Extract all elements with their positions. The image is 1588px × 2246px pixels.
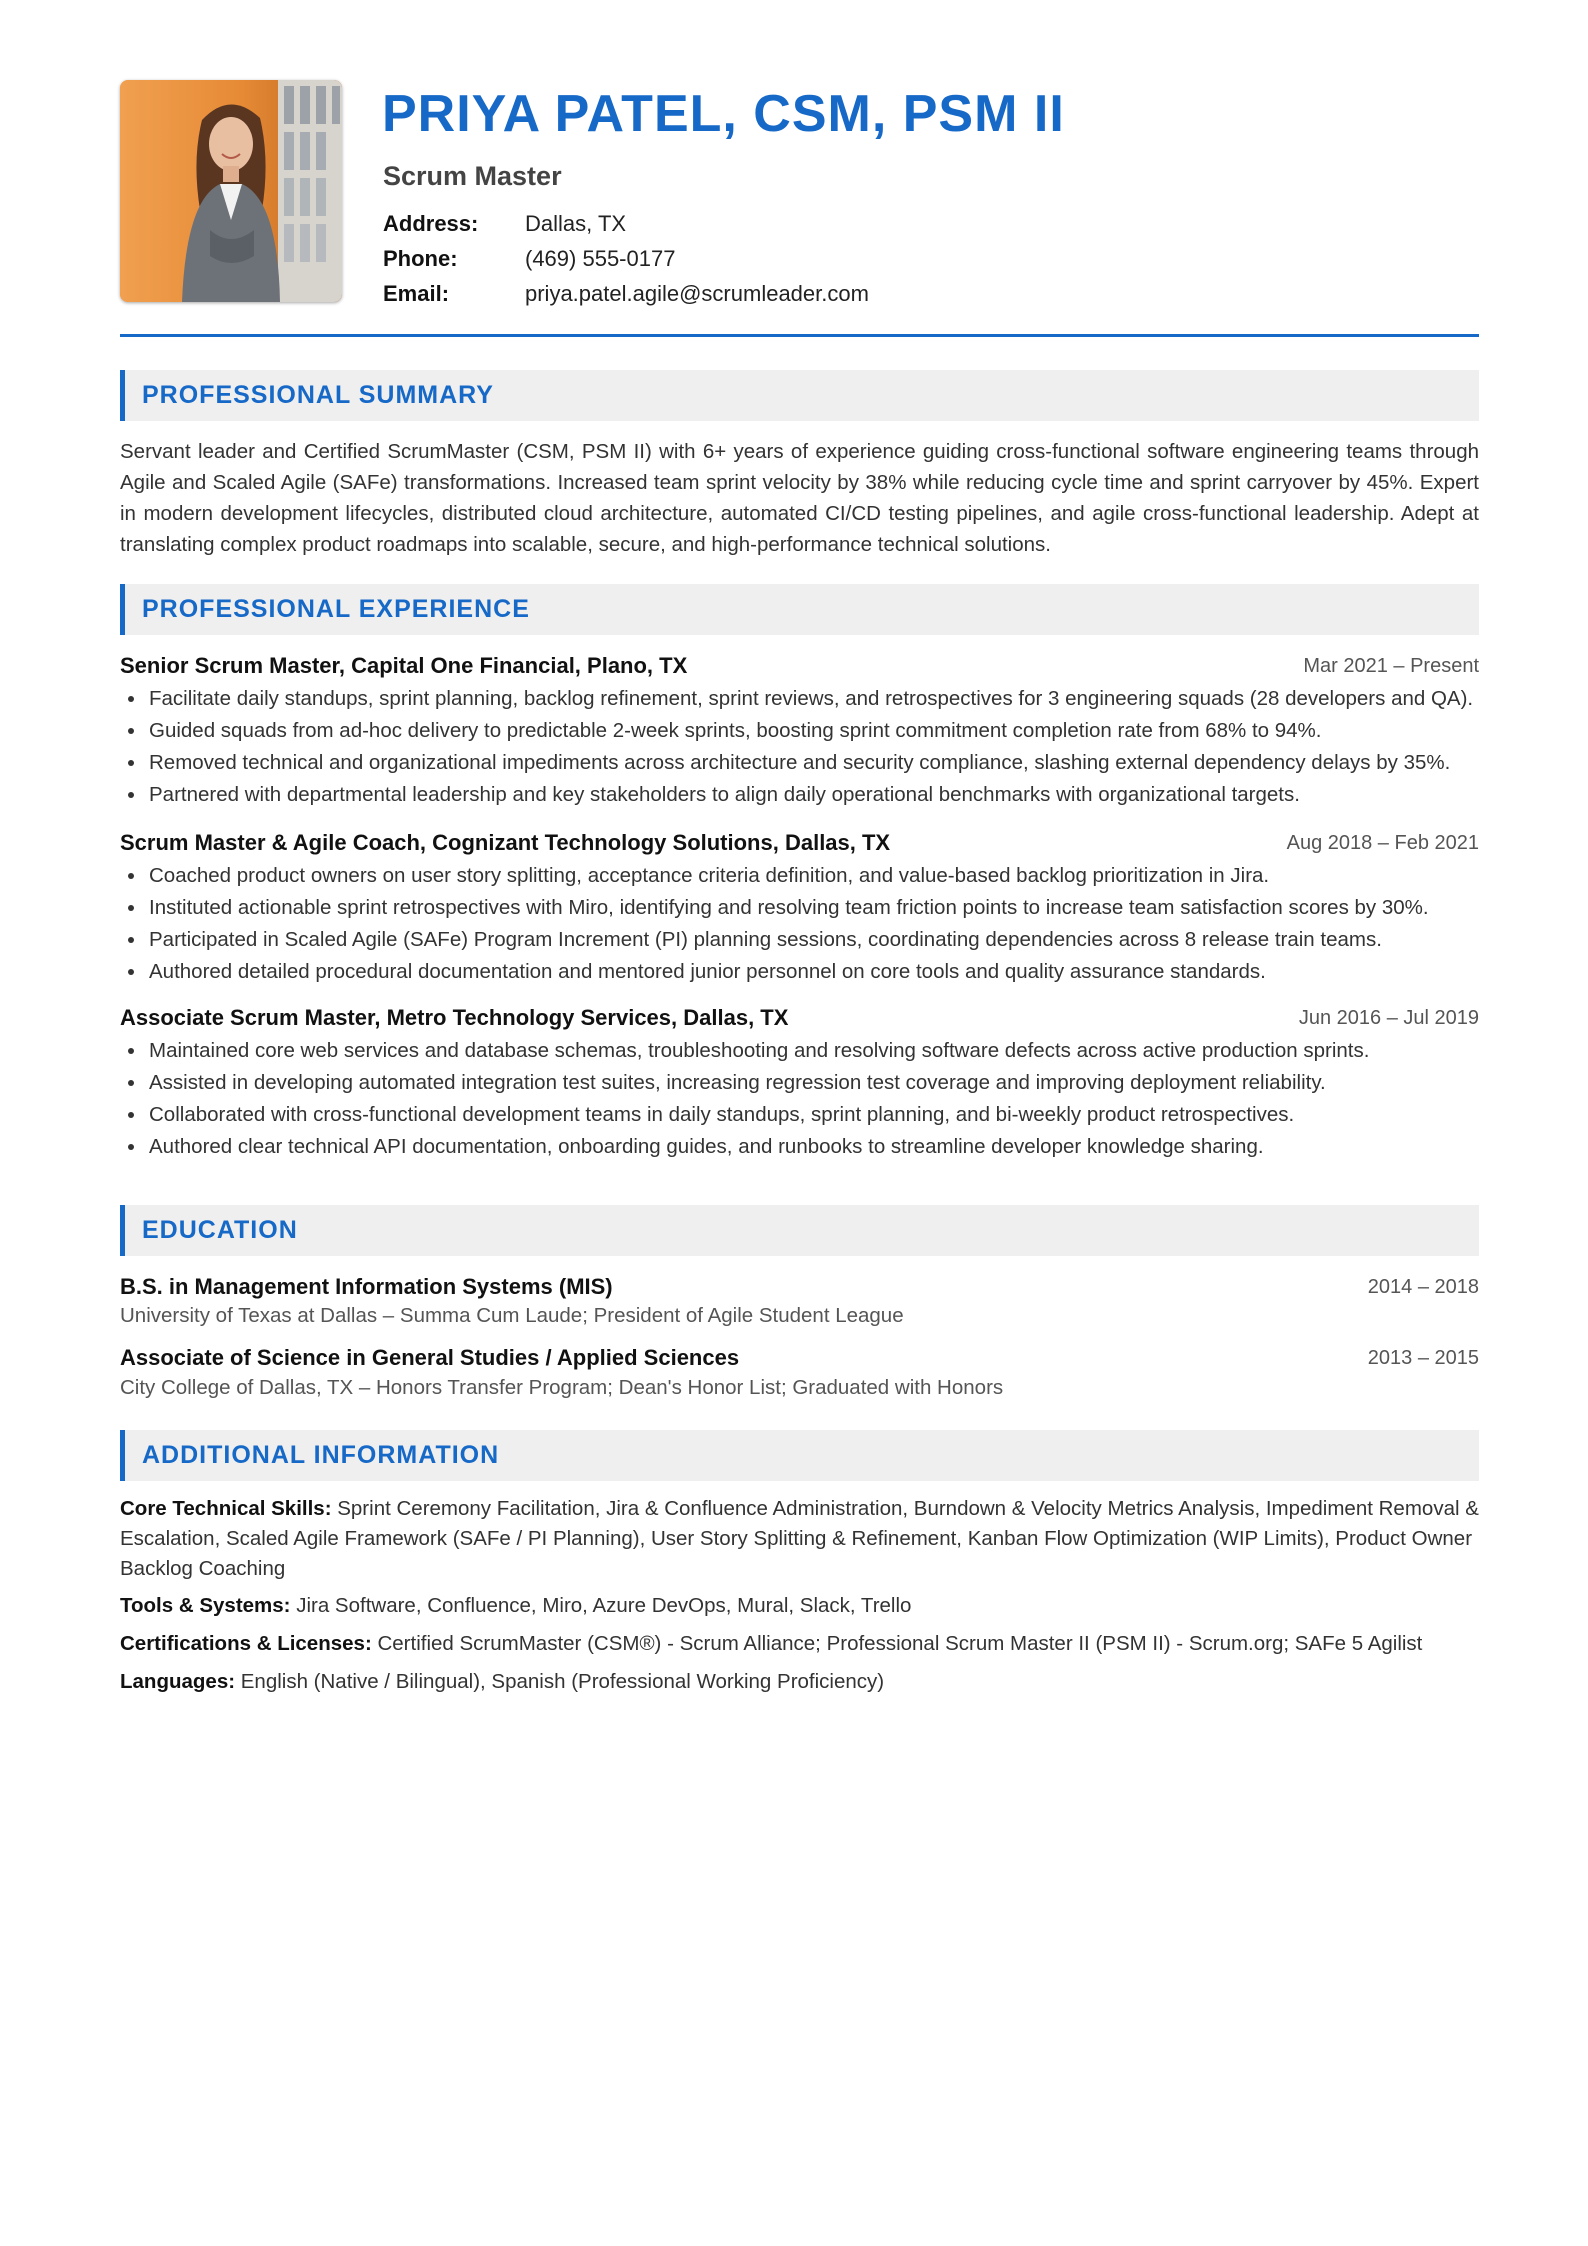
- contact-value: (469) 555-0177: [525, 246, 676, 271]
- section-heading-experience: [120, 584, 1479, 635]
- list-item: Guided squads from ad-hoc delivery to predictable 2-week sprints, boosting sprint commitment completion rate from 68% to 94%.: [120, 715, 1479, 747]
- list-item: Participated in Scaled Agile (SAFe) Program Increment (PI) planning sessions, coordinating dependencies across 8 release train teams.: [120, 924, 1479, 956]
- degree-dates: 2014 – 2018: [1367, 1276, 1479, 1298]
- list-item: Instituted actionable sprint retrospectives with Miro, identifying and resolving team friction points to increase team satisfaction scores by 30%.: [120, 892, 1479, 924]
- section-heading-text: EDUCATION: [142, 1216, 298, 1244]
- info-value: Certified ScrumMaster (CSM®) - Scrum Alliance; Professional Scrum Master II (PSM II) - Scrum.org; SAFe 5 Agilist: [377, 1632, 1423, 1655]
- degree-title: B.S. in Management Information Systems (MIS): [120, 1274, 613, 1299]
- job-dates: Mar 2021 – Present: [1303, 655, 1479, 677]
- degree-detail: City College of Dallas, TX – Honors Transfer Program; Dean's Honor List; Graduated with Honors: [120, 1376, 1004, 1399]
- list-item: Assisted in developing automated integration test suites, increasing regression test coverage and improving deployment reliability.: [120, 1067, 1479, 1099]
- education-header: [120, 1272, 1479, 1302]
- job-role: Senior Scrum Master, Capital One Financial, Plano, TX: [120, 653, 688, 678]
- job-header: [120, 828, 1479, 858]
- info-certifications: [120, 1629, 1479, 1659]
- job-header: [120, 651, 1479, 681]
- list-item: Authored clear technical API documentation, onboarding guides, and runbooks to streamline developer knowledge sharing.: [120, 1131, 1479, 1163]
- info-label: Certifications & Licenses:: [120, 1632, 372, 1655]
- list-item: Removed technical and organizational impediments across architecture and security compliance, slashing external dependency delays by 35%.: [120, 747, 1479, 779]
- list-item: Maintained core web services and database schemas, troubleshooting and resolving software defects across active production sprints.: [120, 1035, 1479, 1067]
- contact-value: Dallas, TX: [525, 211, 627, 236]
- contact-label: Phone:: [383, 246, 458, 271]
- job-role: Scrum Master & Agile Coach, Cognizant Technology Solutions, Dallas, TX: [120, 830, 891, 855]
- info-label: Languages:: [120, 1670, 236, 1693]
- summary-text: Servant leader and Certified ScrumMaster (CSM, PSM II) with 6+ years of experience guiding cross-functional software engineering teams through Agile and Scaled Agile (SAFe) transformations. Increased team sprint velocity by 38% while reducing cycle time and sprint carryover by 45%. Expert in modern development lifecycles, distributed cloud architecture, automated CI/CD testing pipelines, and agile cross-functional leadership. Adept at translating complex product roadmaps into scalable, secure, and high-performance technical solutions.: [120, 440, 1479, 556]
- section-heading-text: ADDITIONAL INFORMATION: [142, 1441, 500, 1469]
- list-item: Authored detailed procedural documentation and mentored junior personnel on core tools and quality assurance standards.: [120, 956, 1479, 988]
- candidate-title: Scrum Master: [383, 161, 562, 191]
- list-item: Collaborated with cross-functional development teams in daily standups, sprint planning, and bi-weekly product retrospectives.: [120, 1099, 1479, 1131]
- info-label: Tools & Systems:: [120, 1594, 291, 1617]
- list-item: Partnered with departmental leadership and key stakeholders to align daily operational benchmarks with organizational targets.: [120, 779, 1479, 811]
- job-dates: Aug 2018 – Feb 2021: [1286, 832, 1479, 854]
- degree-dates: 2013 – 2015: [1367, 1347, 1479, 1369]
- contact-info: [383, 206, 869, 311]
- candidate-name: PRIYA PATEL, CSM, PSM II: [382, 85, 1065, 143]
- job-bullets: [120, 683, 1479, 811]
- profile-photo: [120, 80, 342, 302]
- list-item: Facilitate daily standups, sprint planning, backlog refinement, sprint reviews, and retrospectives for 3 engineering squads (28 developers and QA).: [120, 683, 1479, 715]
- info-value: Jira Software, Confluence, Miro, Azure DevOps, Mural, Slack, Trello: [296, 1594, 912, 1617]
- resume-header: [120, 80, 1478, 306]
- contact-label: Address:: [383, 211, 479, 236]
- job-role: Associate Scrum Master, Metro Technology Services, Dallas, TX: [120, 1005, 789, 1030]
- job-header: [120, 1003, 1479, 1033]
- contact-email: [383, 276, 869, 311]
- list-item: Coached product owners on user story splitting, acceptance criteria definition, and value-based backlog prioritization in Jira.: [120, 860, 1479, 892]
- section-heading-text: PROFESSIONAL EXPERIENCE: [142, 595, 530, 623]
- degree-detail: University of Texas at Dallas – Summa Cum Laude; President of Agile Student League: [120, 1304, 904, 1327]
- contact-phone: [383, 241, 869, 276]
- contact-label: Email:: [383, 281, 450, 306]
- info-core-skills: [120, 1494, 1479, 1584]
- info-value: Sprint Ceremony Facilitation, Jira & Confluence Administration, Burndown & Velocity Metrics Analysis, Impediment Removal & Escalation, Scaled Agile Framework (SAFe / PI Planning), User Story Splitting & Refinement, Kanban Flow Optimization (WIP Limits), Product Owner Backlog Coaching: [120, 1497, 1479, 1580]
- education-header: [120, 1343, 1479, 1373]
- section-heading-additional: [120, 1430, 1479, 1481]
- contact-value: priya.patel.agile@scrumleader.com: [525, 281, 869, 306]
- info-languages: [120, 1667, 1479, 1697]
- section-heading-text: PROFESSIONAL SUMMARY: [142, 381, 494, 409]
- section-heading-summary: [120, 370, 1479, 421]
- degree-title: Associate of Science in General Studies / Applied Sciences: [120, 1345, 740, 1370]
- info-label: Core Technical Skills:: [120, 1497, 332, 1520]
- info-tools: [120, 1591, 1479, 1621]
- info-value: English (Native / Bilingual), Spanish (Professional Working Proficiency): [240, 1670, 885, 1693]
- contact-address: [383, 206, 869, 241]
- job-bullets: [120, 1035, 1479, 1163]
- header-divider: [120, 334, 1479, 337]
- job-dates: Jun 2016 – Jul 2019: [1298, 1007, 1479, 1029]
- job-bullets: [120, 860, 1479, 988]
- section-heading-education: [120, 1205, 1479, 1256]
